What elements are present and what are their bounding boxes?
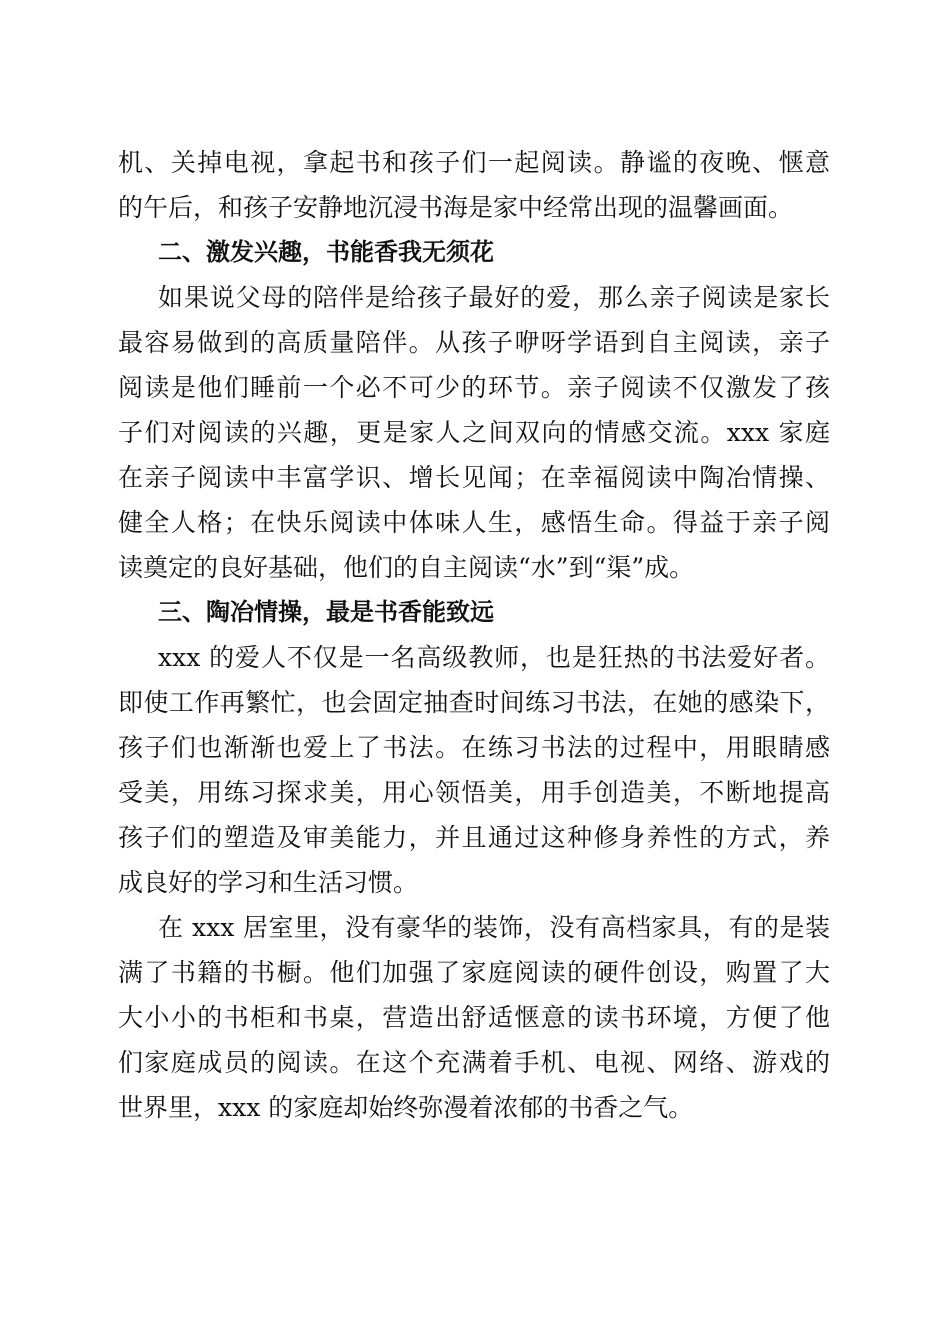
text-line: 子们对阅读的兴趣，更是家人之间双向的情感交流。xxx 家庭 bbox=[118, 418, 830, 447]
paragraph-4 bbox=[118, 905, 830, 1130]
text-line: 大小小的书柜和书桌，营造出舒适惬意的读书环境，方便了他 bbox=[118, 1003, 830, 1032]
text-line: 在亲子阅读中丰富学识、增长见闻；在幸福阅读中陶冶情操、 bbox=[118, 463, 830, 492]
text-line: 孩子们的塑造及审美能力，并且通过这种修身养性的方式，养 bbox=[118, 823, 830, 852]
text-line: 健全人格；在快乐阅读中体味人生，感悟生命。得益于亲子阅 bbox=[118, 508, 830, 537]
text-line: 如果说父母的陪伴是给孩子最好的爱，那么亲子阅读是家长 bbox=[158, 283, 830, 312]
text-line: 满了书籍的书橱。他们加强了家庭阅读的硬件创设，购置了大 bbox=[118, 958, 830, 987]
text-line: 阅读是他们睡前一个必不可少的环节。亲子阅读不仅激发了孩 bbox=[118, 373, 830, 402]
paragraph-3 bbox=[118, 635, 830, 905]
document-body bbox=[118, 140, 830, 1130]
text-line: 受美，用练习探求美，用心领悟美，用手创造美，不断地提高 bbox=[118, 778, 830, 807]
text-line: 机、关掉电视，拿起书和孩子们一起阅读。静谧的夜晚、惬意 bbox=[118, 148, 830, 177]
text-line: 即使工作再繁忙，也会固定抽查时间练习书法，在她的感染下， bbox=[118, 688, 830, 717]
text-line: 成良好的学习和生活习惯。 bbox=[118, 868, 419, 897]
text-line: 们家庭成员的阅读。在这个充满着手机、电视、网络、游戏的 bbox=[118, 1048, 830, 1077]
text-line: 孩子们也渐渐也爱上了书法。在练习书法的过程中，用眼睛感 bbox=[118, 733, 830, 762]
text-line: 在 xxx 居室里，没有豪华的装饰，没有高档家具，有的是装 bbox=[158, 913, 830, 942]
paragraph-intro bbox=[118, 140, 830, 230]
text-line: xxx 的爱人不仅是一名高级教师，也是狂热的书法爱好者。 bbox=[158, 643, 830, 672]
section-heading-3: 三、陶冶情操，最是书香能致远 bbox=[158, 598, 494, 626]
text-line: 的午后，和孩子安静地沉浸书海是家中经常出现的温馨画面。 bbox=[118, 193, 794, 222]
paragraph-2 bbox=[118, 275, 830, 590]
text-line: 最容易做到的高质量陪伴。从孩子咿呀学语到自主阅读，亲子 bbox=[118, 328, 830, 357]
text-line: 世界里，xxx 的家庭却始终弥漫着浓郁的书香之气。 bbox=[118, 1093, 694, 1122]
section-heading-2: 二、激发兴趣，书能香我无须花 bbox=[158, 238, 494, 266]
text-line: 读奠定的良好基础，他们的自主阅读“水”到“渠”成。 bbox=[118, 553, 695, 582]
